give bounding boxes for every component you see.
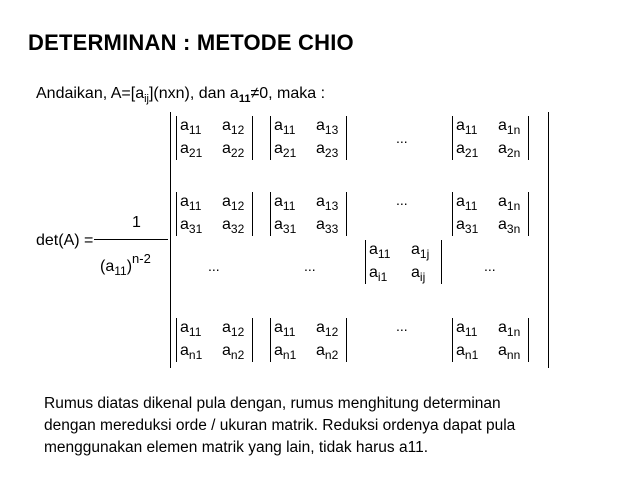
matrix-element: $a_{11}$	[274, 193, 296, 213]
minor-determinant-2x2	[452, 192, 530, 236]
minor-left-bar	[365, 240, 366, 284]
page-title: DETERMINAN : METODE CHIO	[28, 30, 354, 55]
matrix-element: $a_{21}$	[274, 140, 297, 160]
minor-right-bar	[528, 116, 529, 160]
matrix-element: $a_{n1}$	[180, 342, 203, 362]
matrix-element: $a_{1n}$	[498, 319, 521, 339]
matrix-element: $a_{11}$	[180, 117, 202, 137]
minor-left-bar	[176, 192, 177, 236]
outer-determinant-left-bar	[170, 112, 171, 368]
minor-left-bar	[452, 318, 453, 362]
minor-determinant-2x2	[452, 116, 530, 160]
matrix-element: $a_{13}$	[316, 193, 339, 213]
matrix-element: $a_{3n}$	[498, 216, 521, 236]
footer-explanation	[44, 393, 604, 459]
matrix-element: $a_{23}$	[316, 140, 339, 160]
matrix-element: $a_{32}$	[222, 216, 245, 236]
matrix-element: $a_{11}$	[456, 193, 478, 213]
minor-left-bar	[452, 116, 453, 160]
minor-determinant-2x2	[365, 240, 443, 284]
matrix-element: $a_{11}$	[180, 319, 202, 339]
matrix-element: $a_{22}$	[222, 140, 245, 160]
minor-right-bar	[441, 240, 442, 284]
minor-left-bar	[176, 318, 177, 362]
minor-right-bar	[528, 192, 529, 236]
footer-line: dengan mereduksi orde / ukuran matrik. Reduksi ordenya dapat pula	[44, 417, 516, 434]
matrix-element: $a_{31}$	[274, 216, 297, 236]
minor-determinant-2x2	[270, 116, 348, 160]
minor-determinant-2x2	[452, 318, 530, 362]
matrix-element: $a_{n1}$	[274, 342, 297, 362]
matrix-element: $a_{31}$	[180, 216, 203, 236]
matrix-element: $a_{n1}$	[456, 342, 479, 362]
footer-line: Rumus diatas dikenal pula dengan, rumus menghitung determinan	[44, 395, 501, 412]
outer-determinant-right-bar	[548, 112, 549, 368]
matrix-element: $a_{n2}$	[316, 342, 339, 362]
minor-determinant-2x2	[176, 192, 254, 236]
matrix-element: $a_{12}$	[222, 193, 245, 213]
matrix-element: $a_{12}$	[222, 319, 245, 339]
minor-left-bar	[270, 318, 271, 362]
ellipsis: ...	[396, 192, 408, 208]
minor-left-bar	[270, 116, 271, 160]
matrix-element: $a_{11}$	[274, 117, 296, 137]
matrix-element: $a_{12}$	[222, 117, 245, 137]
minor-right-bar	[252, 192, 253, 236]
minor-right-bar	[346, 192, 347, 236]
minor-right-bar	[346, 116, 347, 160]
matrix-element: $a_{21}$	[456, 140, 479, 160]
matrix-element: $a_{2n}$	[498, 140, 521, 160]
matrix-element: $a_{i1}$	[369, 264, 388, 284]
matrix-element: $a_{13}$	[316, 117, 339, 137]
ellipsis: ...	[396, 130, 408, 146]
minor-right-bar	[346, 318, 347, 362]
matrix-element: $a_{21}$	[180, 140, 203, 160]
matrix-element: $a_{11}$	[274, 319, 296, 339]
footer-line: menggunakan elemen matrik yang lain, tidak harus a11.	[44, 439, 428, 456]
minor-determinant-2x2	[270, 318, 348, 362]
matrix-element: $a_{ij}$	[411, 264, 426, 284]
minor-right-bar	[528, 318, 529, 362]
matrix-element: $a_{11}$	[180, 193, 202, 213]
minor-right-bar	[252, 318, 253, 362]
matrix-element: $a_{12}$	[316, 319, 339, 339]
ellipsis: ...	[208, 258, 220, 274]
minor-left-bar	[452, 192, 453, 236]
ellipsis: ...	[484, 258, 496, 274]
ellipsis: ...	[304, 258, 316, 274]
minor-left-bar	[270, 192, 271, 236]
matrix-element: $a_{31}$	[456, 216, 479, 236]
matrix-element: $a_{1n}$	[498, 193, 521, 213]
intro-statement: Andaikan, $A=[a_{ij}](nxn)$, dan $a_{11}\ne 0$, maka :	[36, 85, 326, 105]
fraction-bar	[94, 239, 168, 240]
matrix-element: $a_{nn}$	[498, 342, 521, 362]
matrix-element: $a_{1n}$	[498, 117, 521, 137]
det-label: det(A) =	[36, 232, 94, 249]
matrix-element: $a_{33}$	[316, 216, 339, 236]
minor-determinant-2x2	[176, 318, 254, 362]
minor-determinant-2x2	[270, 192, 348, 236]
minor-determinant-2x2	[176, 116, 254, 160]
matrix-element: $a_{n2}$	[222, 342, 245, 362]
matrix-element: $a_{11}$	[456, 319, 478, 339]
matrix-element: $a_{11}$	[456, 117, 478, 137]
ellipsis: ...	[396, 318, 408, 334]
fraction-denominator: $(a_{11})^{n-2}$	[100, 251, 151, 278]
matrix-element: $a_{11}$	[369, 241, 391, 261]
matrix-element: $a_{1j}$	[411, 241, 430, 261]
fraction-numerator: 1	[132, 214, 141, 231]
minor-left-bar	[176, 116, 177, 160]
minor-right-bar	[252, 116, 253, 160]
